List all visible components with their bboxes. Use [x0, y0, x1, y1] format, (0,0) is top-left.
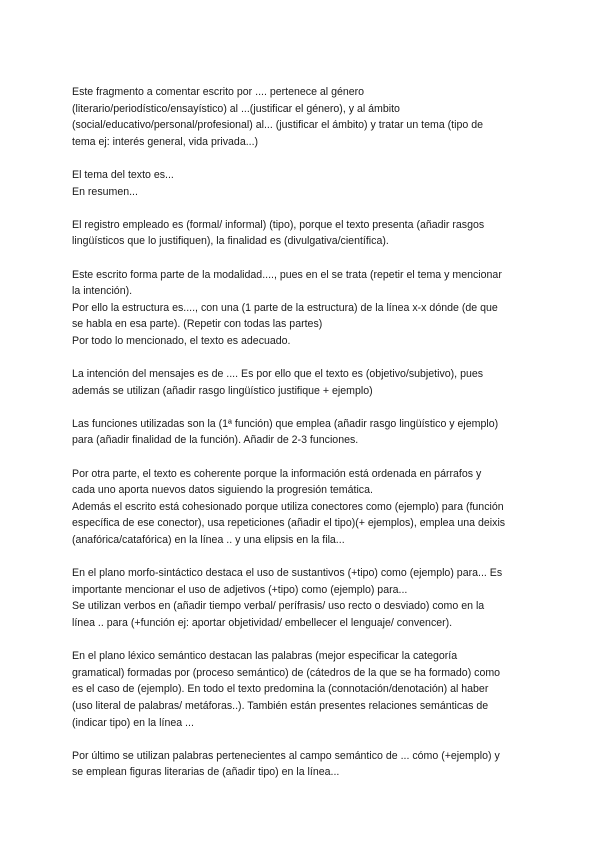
paragraph-theme-summary: [72, 167, 532, 200]
document-page: [72, 84, 532, 798]
text-line: (literario/periodístico/ensayístico) al ...(justificar el género), y al ámbito: [72, 102, 400, 115]
text-line: cada uno aporta nuevos datos siguiendo la progresión temática.: [72, 484, 373, 497]
text-line: Este escrito forma parte de la modalidad...., pues en el se trata (repetir el tema y mencionar: [72, 268, 502, 281]
text-line: para (añadir finalidad de la función). Añadir de 2-3 funciones.: [72, 434, 359, 447]
text-line: (social/educativo/personal/profesional) al... (justificar el ámbito) y tratar un tema (tipo de: [72, 119, 483, 132]
paragraph-modality-structure: [72, 267, 532, 350]
text-line: línea .. para (+función ej: aportar objetividad/ embellecer el lenguaje/ convencer).: [72, 617, 453, 629]
text-line: específica de ese conector), usa repeticiones (añadir el tipo)(+ ejemplos), emplea una deixis: [72, 517, 506, 530]
text-line: (indicar tipo) en la línea ...: [72, 716, 194, 729]
text-line: (uso literal de palabras/ metáforas..). También están presentes relaciones semánticas de: [72, 699, 489, 712]
text-line: se emplean figuras literarias de (añadir tipo) en la línea...: [72, 766, 340, 779]
text-line: además se utilizan (añadir rasgo lingüístico justifique + ejemplo): [72, 384, 373, 397]
text-line: Por ello la estructura es...., con una (1 parte de la estructura) de la línea x-x dónde (de que: [72, 301, 498, 314]
text-line: se habla en esa parte). (Repetir con todas las partes): [72, 318, 323, 331]
text-line: (anafórica/catafórica) en la línea .. y una elipsis en la fila...: [72, 534, 345, 547]
text-line: Por otra parte, el texto es coherente porque la información está ordenada en párrafos y: [72, 467, 482, 480]
paragraph-genre-scope: [72, 84, 532, 150]
text-line: En resumen...: [72, 185, 138, 198]
text-line: En el plano morfo-sintáctico destaca el uso de sustantivos (+tipo) como (ejemplo) para... Es: [72, 567, 503, 580]
text-line: Este fragmento a comentar escrito por .... pertenece al género: [72, 86, 365, 98]
paragraph-functions: [72, 416, 532, 449]
text-line: El registro empleado es (formal/ informal) (tipo), porque el texto presenta (añadir rasgos: [72, 218, 485, 231]
paragraph-semantic-field: [72, 748, 532, 781]
text-line: Se utilizan verbos en (añadir tiempo verbal/ perífrasis/ uso recto o desviado) como en la: [72, 600, 485, 613]
text-line: Las funciones utilizadas son la (1ª función) que emplea (añadir rasgo lingüístico y ejemplo): [72, 417, 499, 430]
text-line: lingüísticos que lo justifiquen), la finalidad es (divulgativa/científica).: [72, 235, 389, 248]
paragraph-register: [72, 217, 532, 250]
text-line: tema ej: interés general, vida privada...): [72, 135, 259, 148]
text-line: Además el escrito está cohesionado porque utiliza conectores como (ejemplo) para (función: [72, 500, 504, 513]
text-line: Por todo lo mencionado, el texto es adecuado.: [72, 334, 291, 347]
text-line: En el plano léxico semántico destacan las palabras (mejor especificar la categoría: [72, 650, 458, 663]
text-line: es el caso de (ejemplo). En todo el texto predomina la (connotación/denotación) al haber: [72, 683, 489, 696]
text-line: Por último se utilizan palabras pertenecientes al campo semántico de ... cómo (+ejemplo) y: [72, 749, 500, 762]
paragraph-coherence-cohesion: [72, 466, 532, 549]
text-line: El tema del texto es...: [72, 168, 174, 181]
text-line: La intención del mensajes es de .... Es por ello que el texto es (objetivo/subjetivo), pues: [72, 368, 484, 381]
text-line: la intención).: [72, 285, 133, 298]
paragraph-lexical-semantic: [72, 648, 532, 731]
paragraph-intention: [72, 366, 532, 399]
text-line: importante mencionar el uso de adjetivos (+tipo) como (ejemplo) para...: [72, 583, 408, 596]
text-line: gramatical) formadas por (proceso semántico) de (cátedros de la que se ha formado) como: [72, 666, 501, 679]
paragraph-morphosyntactic: [72, 565, 532, 631]
